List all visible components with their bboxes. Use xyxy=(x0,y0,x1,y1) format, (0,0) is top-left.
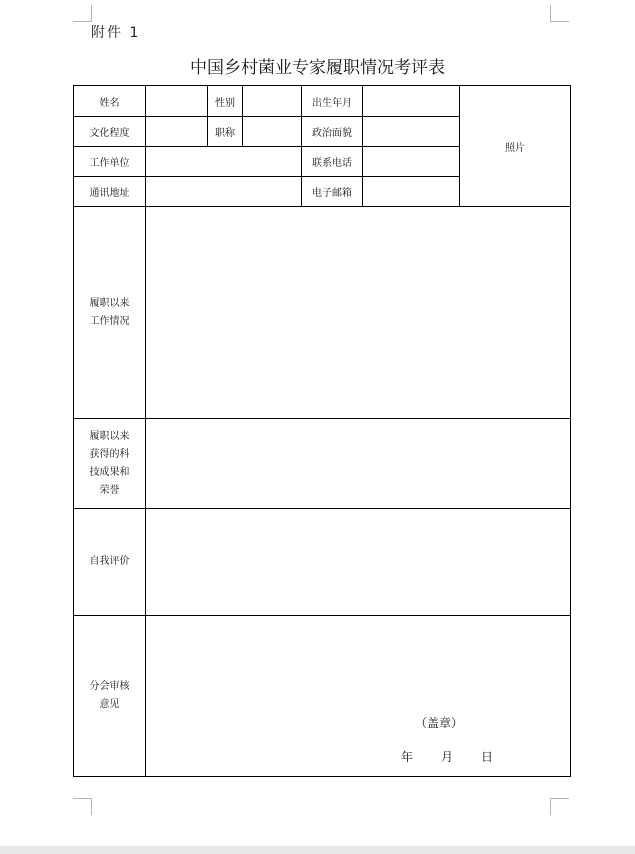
document-title: 中国乡村菌业专家履职情况考评表 xyxy=(190,58,445,78)
job-title-value-cell[interactable] xyxy=(243,117,302,147)
crop-mark-bottom-left xyxy=(73,798,92,815)
self-eval-content-cell[interactable] xyxy=(146,509,571,616)
crop-mark-top-right xyxy=(550,5,569,22)
birth-label: 出生年月 xyxy=(302,86,363,117)
political-status-value-cell[interactable] xyxy=(363,117,460,147)
achievements-content-cell[interactable] xyxy=(146,419,571,509)
review-section-label xyxy=(74,616,146,777)
seal-label: （盖章） xyxy=(415,716,464,730)
review-label-line: 分会审核 xyxy=(89,681,130,692)
table-row xyxy=(74,86,571,117)
table-row xyxy=(74,207,571,419)
job-title-label: 职称 xyxy=(208,117,243,147)
phone-value-cell[interactable] xyxy=(363,147,460,177)
political-status-label: 政治面貌 xyxy=(302,117,363,147)
review-label-line: 意见 xyxy=(99,699,120,710)
name-label: 姓名 xyxy=(74,86,146,117)
photo-cell[interactable]: 照片 xyxy=(460,86,571,207)
table-row xyxy=(74,616,571,777)
achievements-label-line: 荣誉 xyxy=(99,484,120,496)
phone-label: 联系电话 xyxy=(302,147,363,177)
gender-value-cell[interactable] xyxy=(243,86,302,117)
achievements-section-label xyxy=(74,419,146,509)
year-label: 年 xyxy=(401,750,414,764)
table-row xyxy=(74,419,571,509)
achievements-label-line: 获得的科 xyxy=(89,448,130,460)
email-value-cell[interactable] xyxy=(363,177,460,207)
work-label-line: 履职以来 xyxy=(89,297,130,309)
day-label: 日 xyxy=(481,750,494,764)
table-row xyxy=(74,509,571,616)
month-label: 月 xyxy=(441,750,454,764)
evaluation-form-table xyxy=(73,85,571,777)
work-content-cell[interactable] xyxy=(146,207,571,419)
review-content-cell[interactable] xyxy=(146,616,571,777)
attachment-label: 附件 1 xyxy=(91,25,141,41)
address-value-cell[interactable] xyxy=(146,177,302,207)
employer-label: 工作单位 xyxy=(74,147,146,177)
education-value-cell[interactable] xyxy=(146,117,208,147)
birth-value-cell[interactable] xyxy=(363,86,460,117)
employer-value-cell[interactable] xyxy=(146,147,302,177)
date-line xyxy=(401,748,493,765)
address-label: 通讯地址 xyxy=(74,177,146,207)
achievements-label-line: 技成果和 xyxy=(89,466,130,478)
achievements-label-line: 履职以来 xyxy=(89,430,130,442)
page-gap xyxy=(0,846,635,854)
gender-label: 性别 xyxy=(208,86,243,117)
work-label-line: 工作情况 xyxy=(89,315,130,327)
crop-mark-top-left xyxy=(73,5,92,22)
education-label: 文化程度 xyxy=(74,117,146,147)
crop-mark-bottom-right xyxy=(550,798,569,815)
self-eval-section-label xyxy=(74,509,146,616)
name-value-cell[interactable] xyxy=(146,86,208,117)
email-label: 电子邮箱 xyxy=(302,177,363,207)
work-section-label xyxy=(74,207,146,419)
self-eval-label-line: 自我评价 xyxy=(89,556,130,567)
